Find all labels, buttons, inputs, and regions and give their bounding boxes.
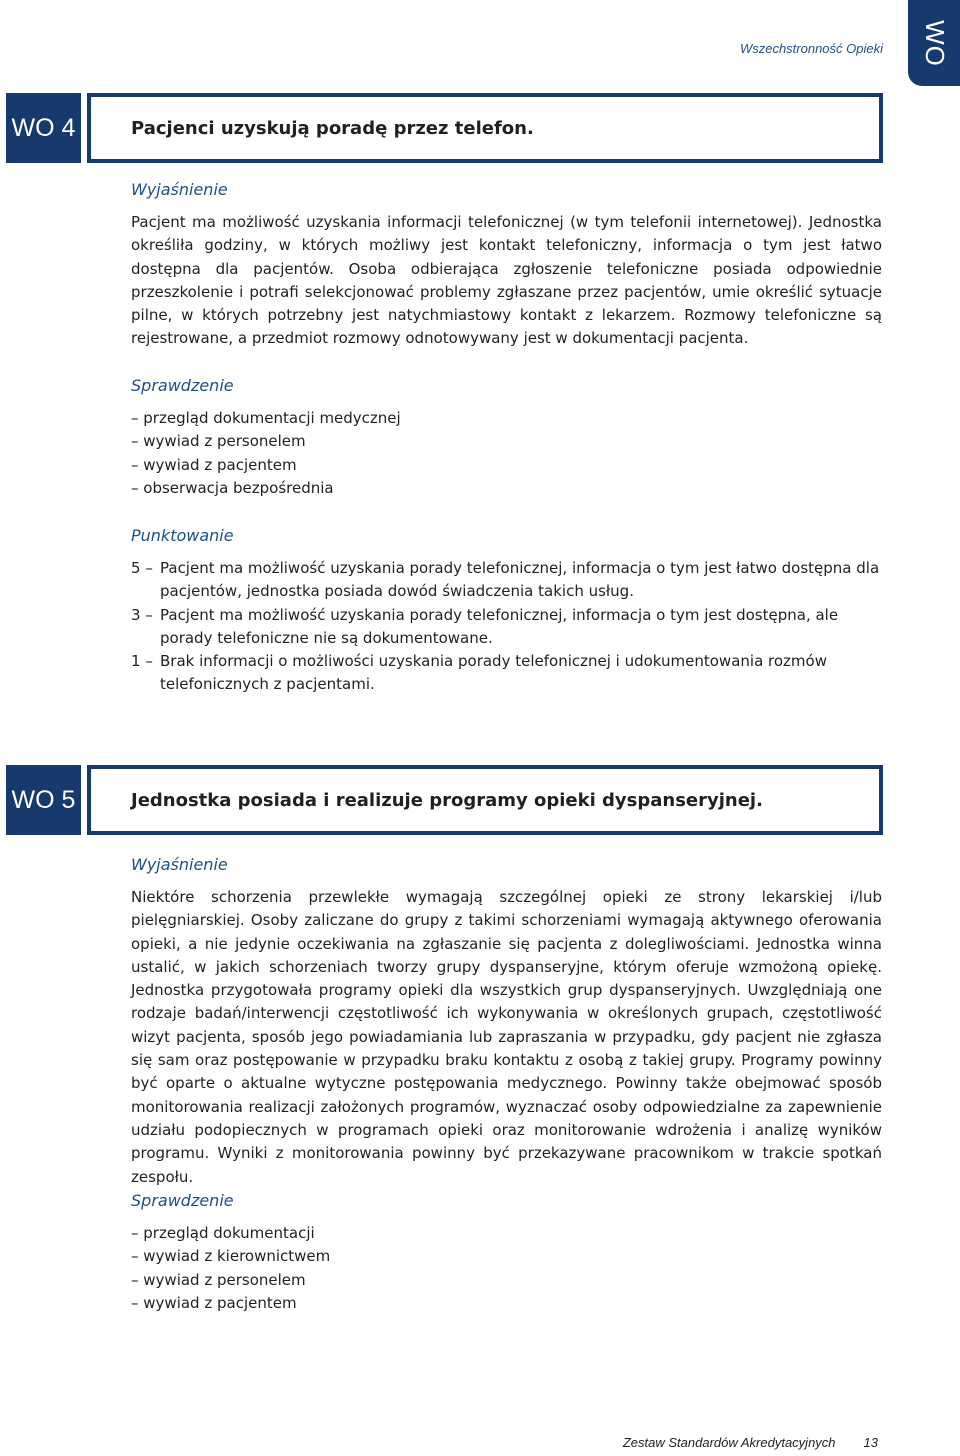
score-item [131,650,882,697]
check-section [131,1189,882,1315]
explanation-text: Niektóre schorzenia przewlekłe wymagają szczególnej opieki ze strony lekarskiej i/lub pielęgniarskiej. Osoby zaliczane do grupy z takimi schorzeniami wymagają aktywnego oferowania opieki, a nie jedynie oczekiwania na zgłaszanie się pacjenta z dolegliwościami. Jednostka winna ustalić, w jakich schorzeniach tworzy grupy dyspanseryjne, którym oferuje wzmożoną opiekę. Jednostka przygotowała programy opieki dla wszystkich grup dyspanseryjnych. Uwzględniają one rodzaje badań/interwencji częstotliwość ich wykonywania w określonych grupach, częstotliwość wizyt pacjenta, sposób jego powiadamiania lub zapraszania w przypadku, gdy pacjent nie zgłasza się sam oraz postępowanie w przypadku braku kontaktu z osobą z takiej grupy. Programy powinny być oparte o aktualne wytyczne postępowania medycznego. Powinny także obejmować sposób monitorowania realizacji założonych programów, wyznaczać osoby odpowiedzialne za zapewnienie udziału podopiecznych w programach opieki oraz monitorowanie wdrożenia i analizę wyników programu. Wyniki z monitorowania powinny być przekazywane pracownikom w trakcie spotkań zespołu. [131,888,882,1186]
check-list [131,1222,882,1315]
explanation-heading: Wyjaśnienie [131,855,228,874]
page-footer [623,1435,878,1450]
explanation-section [131,853,882,1189]
standard-header-wo5 [6,765,883,835]
score-points: 5 – [131,557,160,604]
check-heading: Sprawdzenie [131,1191,234,1210]
check-heading: Sprawdzenie [131,376,234,395]
explanation-section [131,178,882,351]
score-item [131,604,882,651]
score-text: Pacjent ma możliwość uzyskania porady telefonicznej, informacja o tym jest łatwo dostępna dla pacjentów, jednostka posiada dowód świadczenia takich usług. [160,559,880,601]
publication-title: Zestaw Standardów Akredytacyjnych [622,1435,836,1450]
score-heading: Punktowanie [131,526,234,545]
list-item: – obserwacja bezpośrednia [131,477,882,500]
page-number: 13 [863,1435,878,1450]
standard-title: Pacjenci uzyskują poradę przez telefon. [87,93,883,163]
score-points: 3 – [131,604,160,651]
list-item: – wywiad z personelem [131,1269,882,1292]
explanation-heading: Wyjaśnienie [131,180,228,199]
standard-code: WO 4 [6,93,81,163]
standard-title: Jednostka posiada i realizuje programy opieki dyspanseryjnej. [87,765,883,835]
standard-header-wo4 [6,93,883,163]
check-list [131,407,882,500]
score-points: 1 – [131,650,160,697]
list-item: – wywiad z personelem [131,430,882,453]
list-item: – wywiad z pacjentem [131,454,882,477]
running-title: Wszechstronność Opieki [739,41,883,56]
score-section [131,524,882,697]
section-tab [908,0,960,86]
score-item [131,557,882,604]
check-section [131,374,882,500]
score-text: Pacjent ma możliwość uzyskania porady telefonicznej, informacja o tym jest dostępna, ale porady telefoniczne nie są dokumentowane. [160,605,839,647]
list-item: – wywiad z pacjentem [131,1292,882,1315]
list-item: – wywiad z kierownictwem [131,1245,882,1268]
score-text: Brak informacji o możliwości uzyskania porady telefonicznej i udokumentowania rozmów telefonicznych z pacjentami. [160,652,827,694]
section-tab-label: WO [919,19,950,67]
explanation-text: Pacjent ma możliwość uzyskania informacji telefonicznej (w tym telefonii internetowej). Jednostka określiła godziny, w których możliwy jest kontakt telefoniczny, informacja o tym jest łatwo dostępna dla pacjentów. Osoba odbierająca zgłoszenie telefoniczne posiada odpowiednie przeszkolenie i potrafi selekcjonować problemy zgłaszane przez pacjentów, umie określić sytuacje pilne, w których potrzebny jest natychmiastowy kontakt z lekarzem. Rozmowy telefoniczne są rejestrowane, a przedmiot rozmowy odnotowywany jest w dokumentacji pacjenta. [131,213,882,348]
standard-code: WO 5 [6,765,81,835]
list-item: – przegląd dokumentacji medycznej [131,407,882,430]
list-item: – przegląd dokumentacji [131,1222,882,1245]
